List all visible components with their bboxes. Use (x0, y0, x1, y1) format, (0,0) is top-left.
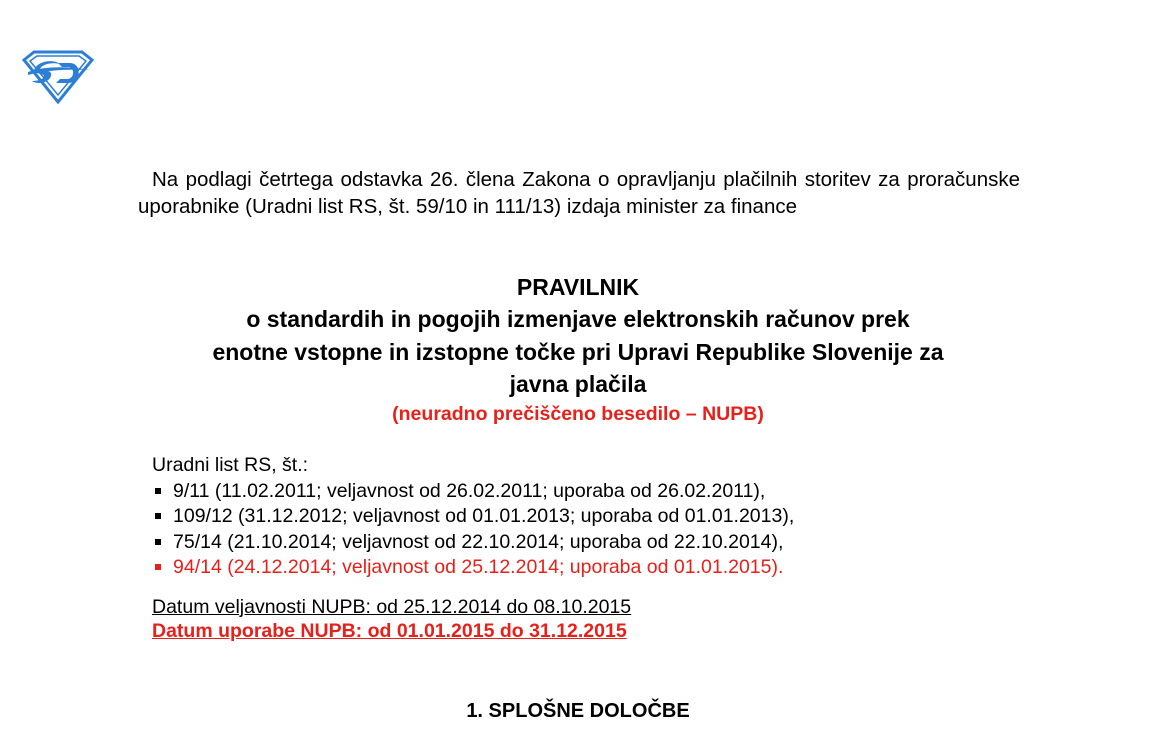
validity-date: Datum veljavnosti NUPB: od 25.12.2014 do 08.10.2015 (152, 596, 632, 618)
nupb-dates (152, 595, 952, 643)
application-date: Datum uporabe NUPB: od 01.01.2015 do 31.12.2015 (152, 620, 627, 642)
gazette-list (152, 479, 952, 581)
gazette-item: 9/11 (11.02.2011; veljavnost od 26.02.2011; uporaba od 26.02.2011), (152, 479, 952, 505)
title-main: PRAVILNIK (516, 274, 640, 300)
bullet-icon (155, 513, 161, 519)
title-line: javna plačila (509, 371, 647, 397)
section-heading: 1. SPLOŠNE DOLOČBE (466, 700, 690, 722)
intro-paragraph: Na podlagi četrtega odstavka 26. člena Zakona o opravljanju plačilnih storitev za proračunske uporabnike (Uradni list RS, št. 59/10 in 111/13) izdaja minister za finance (138, 168, 1020, 218)
title-line: enotne vstopne in izstopne točke pri Upravi Republike Slovenije za (212, 338, 944, 365)
gazette-item: 75/14 (21.10.2014; veljavnost od 22.10.2014; uporaba od 22.10.2014), (152, 530, 952, 556)
gazette-references (152, 453, 952, 581)
bullet-icon (155, 488, 161, 494)
shield-logo-icon (20, 48, 96, 104)
gazette-item: 109/12 (31.12.2012; veljavnost od 01.01.2013; uporaba od 01.01.2013), (152, 504, 952, 530)
gazette-item-latest: 94/14 (24.12.2014; veljavnost od 25.12.2014; uporaba od 01.01.2015). (152, 555, 952, 581)
regulation-title (100, 270, 1056, 427)
title-line: o standardih in pogojih izmenjave elektronskih računov prek (246, 306, 910, 332)
gazette-heading: Uradni list RS, št.: (152, 454, 309, 476)
title-note: (neuradno prečiščeno besedilo – NUPB) (392, 402, 764, 425)
bullet-icon (155, 564, 161, 570)
bullet-icon (155, 539, 161, 545)
